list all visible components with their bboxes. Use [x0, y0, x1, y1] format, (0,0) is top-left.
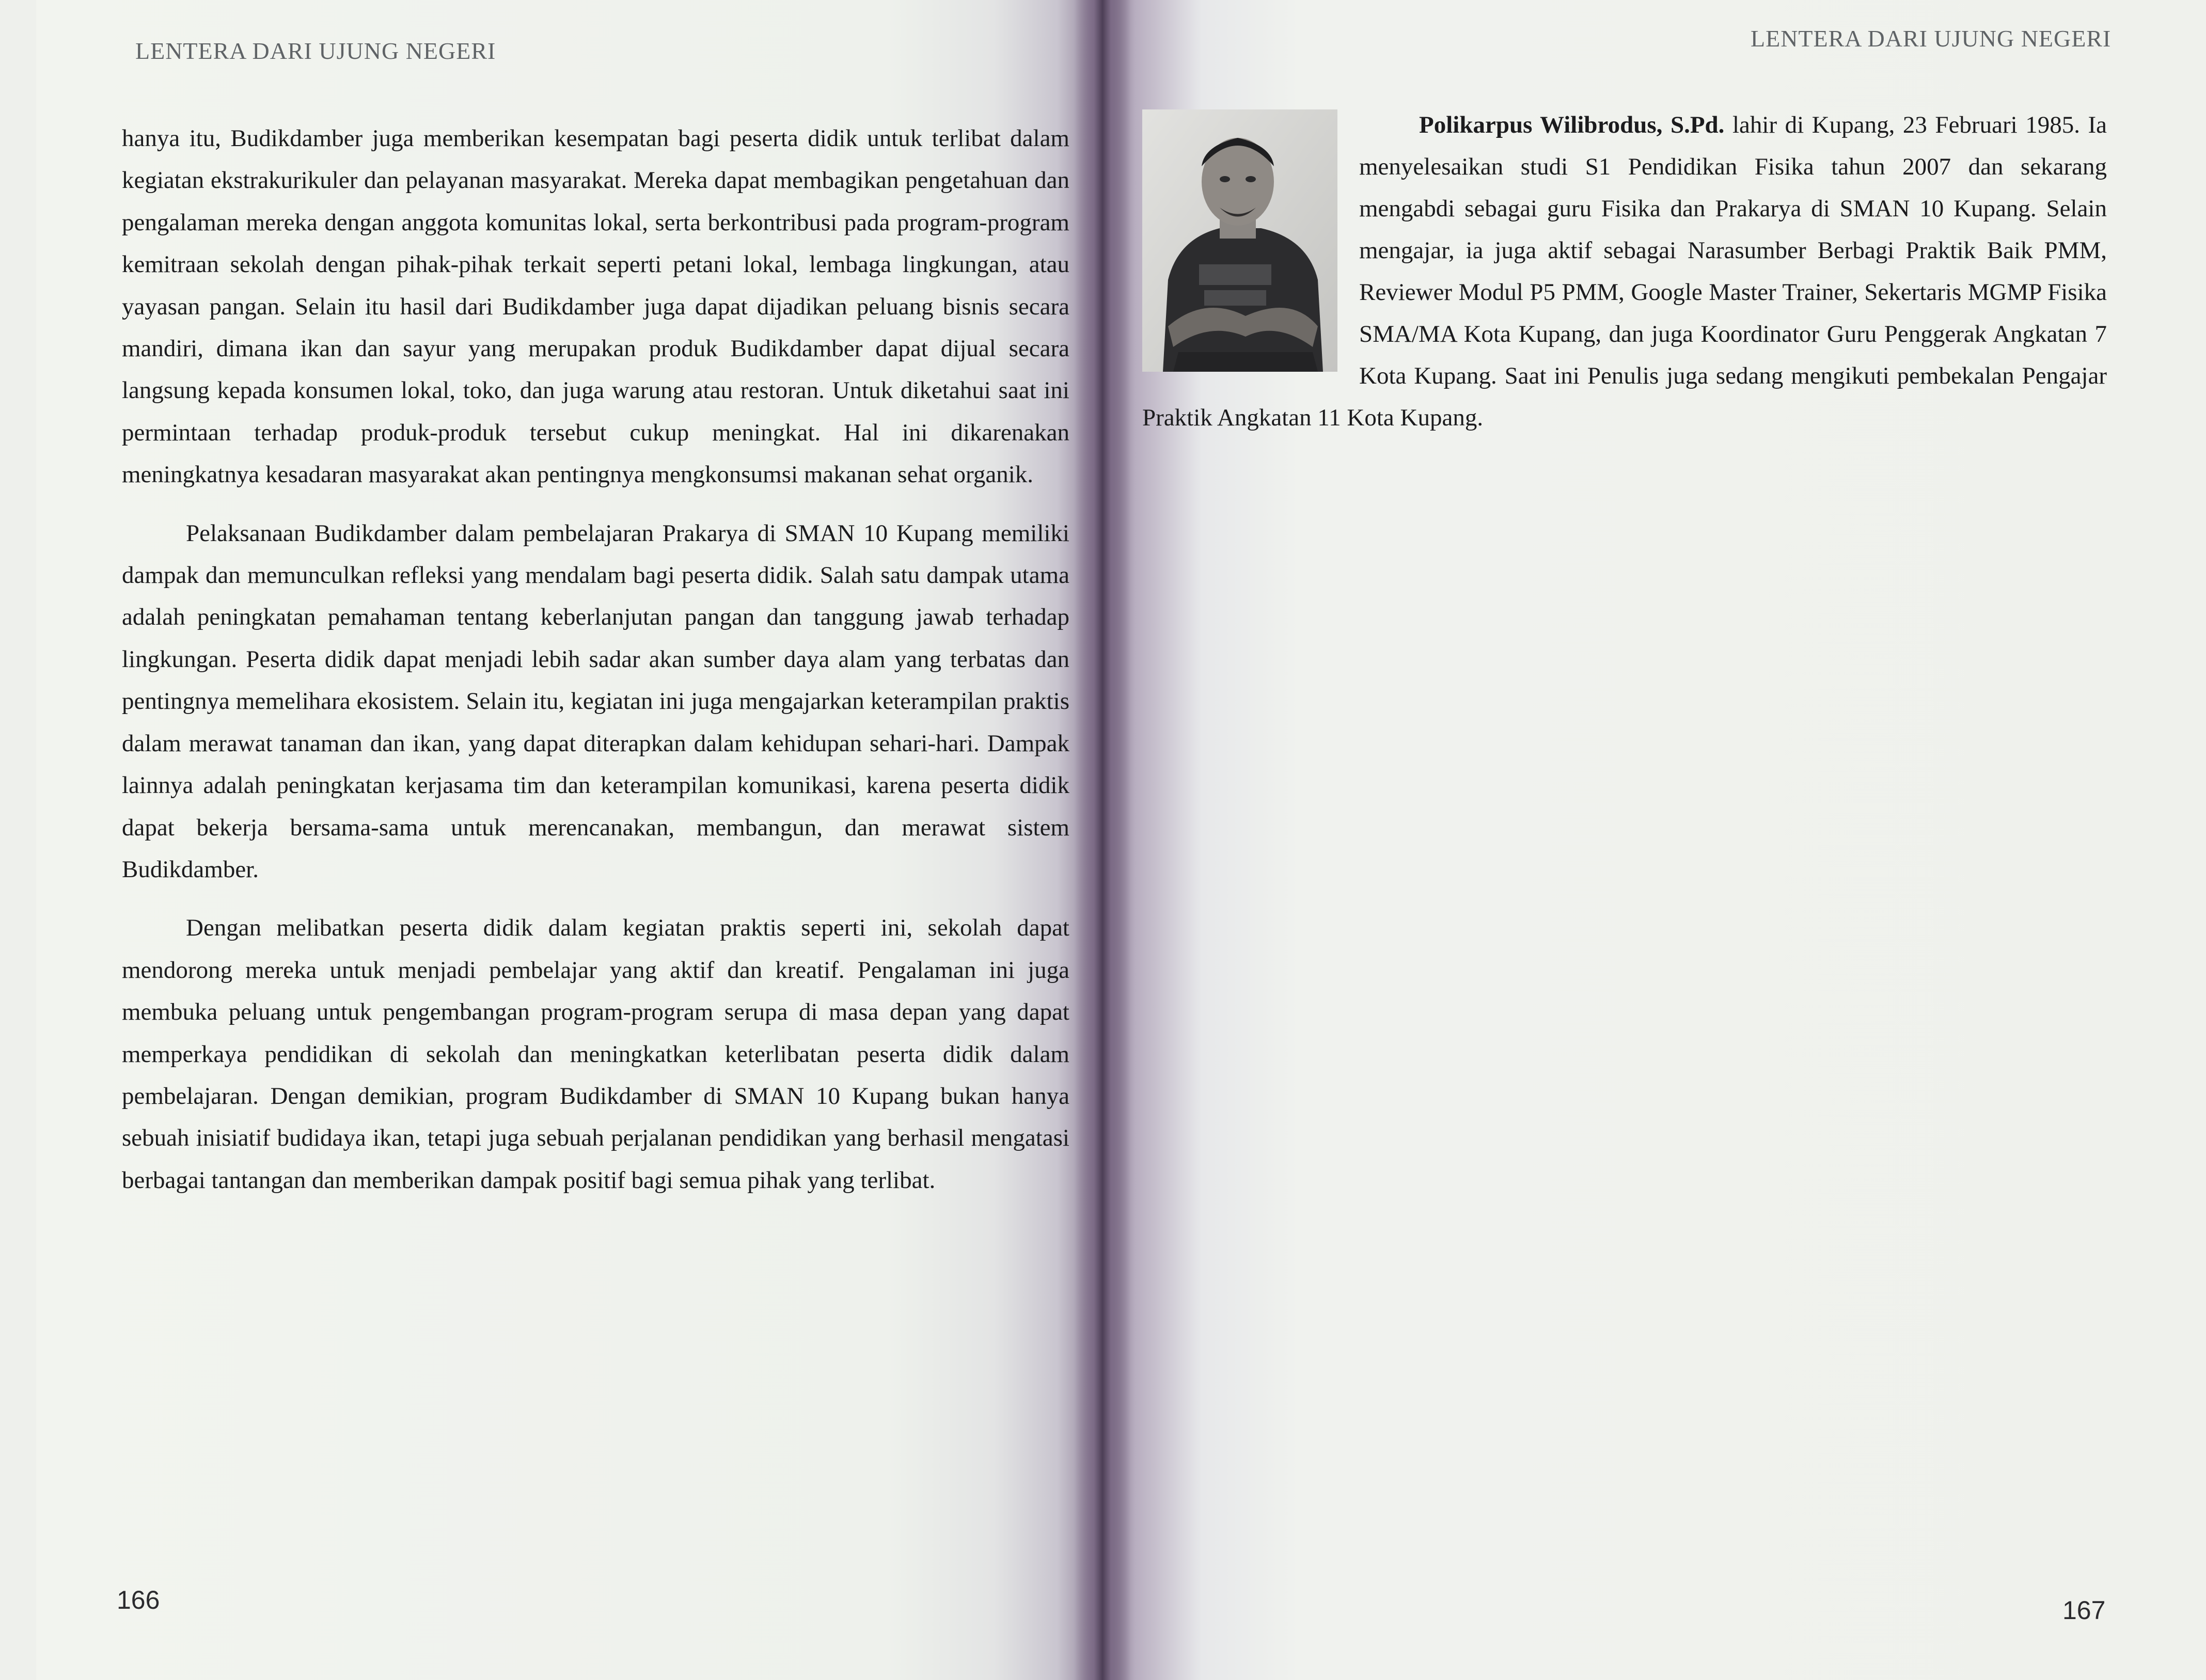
running-head-left: LENTERA DARI UJUNG NEGERI [135, 38, 496, 64]
running-head-right: LENTERA DARI UJUNG NEGERI [1751, 25, 2112, 52]
book-gutter [1074, 0, 1131, 1680]
page-number-right: 167 [2062, 1596, 2106, 1625]
author-bio [1142, 104, 2107, 439]
bio-text: lahir di Kupang, 23 Februari 1985. Ia menyelesaikan studi S1 Pendidikan Fisika tahun 2007 dan sekarang mengabdi sebagai guru Fisika dan Prakarya di SMAN 10 Kupang. Selain mengajar, ia juga aktif sebagai Narasumber Berbagi Praktik Baik PMM, Reviewer Modul P5 PMM, Google Master Trainer, Sekertaris MGMP Fisika SMA/MA Kota Kupang, dan juga Koordinator Guru Penggerak Angkatan 7 Kota Kupang. Saat ini Penulis juga sedang mengikuti pembekalan Pengajar Praktik Angkatan 11 Kota Kupang. [1142, 112, 2107, 431]
paragraph: hanya itu, Budikdamber juga memberikan kesempatan bagi peserta didik untuk terlibat dalam kegiatan ekstrakurikuler dan pelayanan masyarakat. Mereka dapat membagikan pengetahuan dan pengalaman mereka dengan anggota komunitas lokal, serta berkontribusi pada program-program kemitraan sekolah dengan pihak-pihak terkait seperti petani lokal, lembaga lingkungan, atau yayasan pangan. Selain itu hasil dari Budikdamber juga dapat dijadikan peluang bisnis secara mandiri, dimana ikan dan sayur yang merupakan produk Budikdamber dapat dijual secara langsung kepada konsumen lokal, toko, dan juga warung atau restoran. Untuk diketahui saat ini permintaan terhadap produk-produk tersebut cukup meningkat. Hal ini dikarenakan meningkatnya kesadaran masyarakat akan pentingnya mengkonsumsi makanan sehat organik. [122, 125, 1069, 488]
left-page-body [122, 118, 1069, 1218]
page-number-left: 166 [117, 1586, 160, 1614]
paragraph: Pelaksanaan Budikdamber dalam pembelajaran Prakarya di SMAN 10 Kupang memiliki dampak dan memunculkan refleksi yang mendalam bagi peserta didik. Salah satu dampak utama adalah peningkatan pemahaman tentang keberlanjutan pangan dan tanggung jawab terhadap lingkungan. Peserta didik dapat menjadi lebih sadar akan sumber daya alam yang terbatas dan pentingnya memelihara ekosistem. Selain itu, kegiatan ini juga mengajarkan keterampilan praktis dalam merawat tanaman dan ikan, yang dapat diterapkan dalam kehidupan sehari-hari. Dampak lainnya adalah peningkatan kerjasama tim dan keterampilan komunikasi, karena peserta didik dapat bekerja bersama-sama untuk merencanakan, membangun, dan merawat sistem Budikdamber. [122, 519, 1069, 883]
author-name: Polikarpus Wilibrodus, S.Pd. [1419, 112, 1725, 138]
photo-spacer [1142, 104, 1359, 373]
paragraph: Dengan melibatkan peserta didik dalam kegiatan praktis seperti ini, sekolah dapat mendorong mereka untuk menjadi pembelajar yang aktif dan kreatif. Pengalaman ini juga membuka peluang untuk pengembangan program-program serupa di masa depan yang dapat memperkaya pendidikan di sekolah dan meningkatkan keterlibatan peserta didik dalam pembelajaran. Dengan demikian, program Budikdamber di SMAN 10 Kupang bukan hanya sebuah inisiatif budidaya ikan, tetapi juga sebuah perjalanan pendidikan yang berhasil mengatasi berbagai tantangan dan memberikan dampak positif bagi semua pihak yang terlibat. [122, 914, 1069, 1194]
